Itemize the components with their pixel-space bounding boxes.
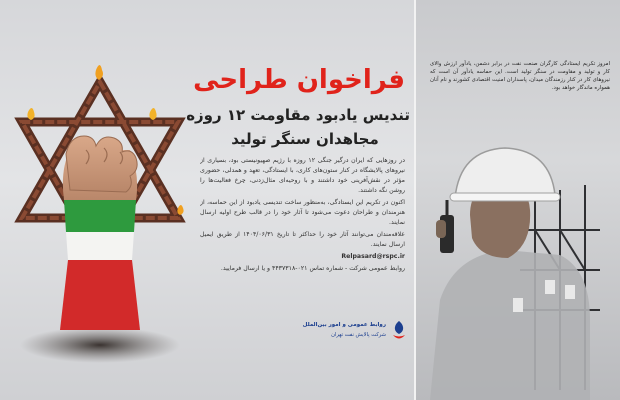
body-paragraph: علاقه‌مندان می‌توانند آثار خود را حداکثر تا تاریخ ۱۴۰۴/۰۶/۳۱ از طریق ایمیل ارسال نمایند. bbox=[200, 231, 405, 248]
organization-name: روابط عمومی و امور بین‌الملل bbox=[302, 322, 386, 328]
body-paragraph: در روزهایی که ایران درگیر جنگی ۱۲ روزه با رژیم صهیونیستی بود، بسیاری از نیروهای پالایشگاه در کنار ستون‌های کاری، با ایستادگی، تعهد و همدلی، حضوری مؤثر در نقش‌آفرینی خود داشتند و با روحیه‌ای مثال‌زدنی، چرخ فعالیت‌ها را روشن نگه داشتند. bbox=[200, 157, 405, 194]
poster-subtitle-line2: مجاهدان سنگر تولید bbox=[231, 130, 379, 148]
organization-logo-icon bbox=[390, 320, 408, 342]
email-address: Relpasard@rspc.ir bbox=[341, 253, 405, 260]
worker-shirt bbox=[430, 250, 590, 400]
poster-body bbox=[200, 156, 405, 296]
side-panel-text: امروز تکریم ایستادگی کارگران صنعت نفت در برابر دشمن، یادآور ارزش والای کار و تولید و مقاومت در سنگر تولید است. این حماسه یادآور آن است که نیروهای کار در کنار رزمندگان میدان، پاسداران امنیت اقتصادی کشورند و نام آنان همواره ماندگار خواهد بود. bbox=[430, 61, 610, 91]
poster-title: فراخوان طراحی bbox=[193, 65, 405, 95]
organization-subname: شرکت پالایش نفت تهران bbox=[331, 332, 386, 338]
hard-hat-icon bbox=[455, 148, 555, 198]
poster-subtitle-line1: تندیس یادبود مقاومت ۱۲ روزه bbox=[186, 106, 410, 124]
body-paragraph: اکنون در تکریم این ایستادگی، به‌منظور ساخت تندیسی یادبود از این حماسه، از هنرمندان و طراحان دعوت می‌شود تا آثار خود را در قالب طرح اولیه ارسال نمایند. bbox=[200, 199, 405, 226]
organization-signature bbox=[300, 318, 410, 344]
body-paragraph bbox=[200, 252, 405, 262]
body-paragraph: روابط عمومی شرکت - شماره تماس ۰۲۱-۴۴۳۷۳۱۸ و یا ارسال فرمایید. bbox=[220, 265, 405, 272]
